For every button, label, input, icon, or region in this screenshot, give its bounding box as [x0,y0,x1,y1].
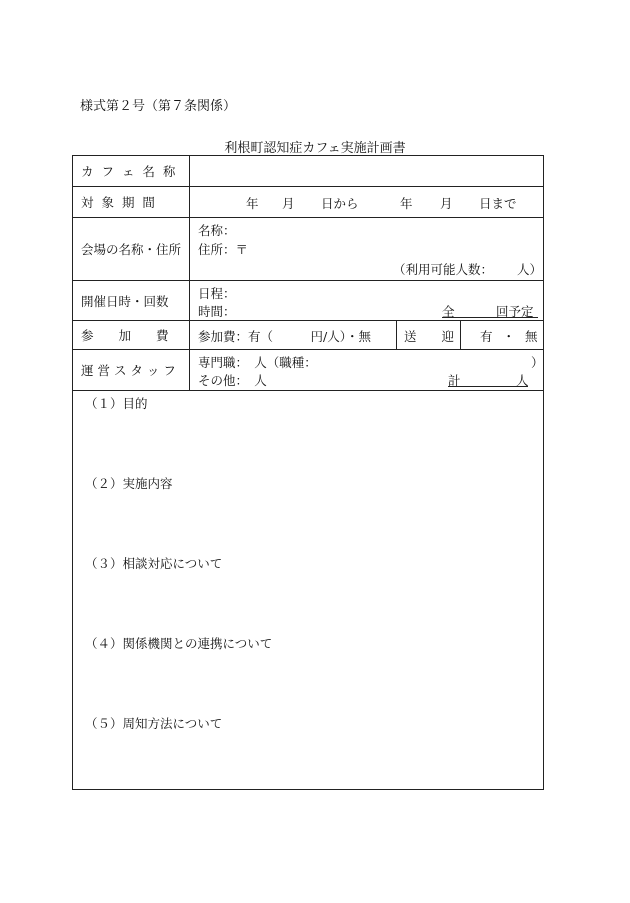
schedule-label: 開催日時・回数 [73,281,190,320]
cafe-name-field[interactable] [190,156,543,186]
fee-text: 参加費：有（ 円/人）・無 [198,329,371,344]
period-field[interactable] [190,187,543,217]
schedule-total-suffix: 回予定 [496,304,534,319]
staff-other: その他： 人 [198,373,267,388]
row-staff [73,350,543,391]
period-day-from: 日から [321,196,359,211]
venue-field[interactable] [190,218,543,280]
period-month-2: 月 [440,196,453,211]
staff-professional-close: ） [531,355,544,370]
section-purpose: （１）目的 [85,396,148,411]
staff-professional: 専門職： 人（職種： [198,355,317,370]
schedule-dates-label: 日程： [198,286,236,301]
row-fee [73,321,543,350]
fee-field[interactable] [190,321,543,349]
fee-label: 参 加 費 [73,321,190,349]
period-year-2: 年 [400,196,413,211]
row-period [73,187,543,218]
sections-area[interactable] [73,391,543,789]
section-consultation: （３）相談対応について [85,556,223,571]
section-collaboration: （４）関係機関との連携について [85,636,273,651]
pickup-label: 送 迎 [404,329,455,344]
plan-form [72,155,544,790]
staff-label: 運 営 ス タ ッ フ [73,350,190,390]
venue-capacity-close: 人） [517,262,543,277]
schedule-time-label: 時間： [198,304,236,319]
section-publicity: （５）周知方法について [85,716,223,731]
staff-total-suffix: 人 [516,373,529,388]
period-day-to: 日まで [479,196,517,211]
row-venue [73,218,543,281]
staff-field[interactable] [190,350,543,390]
period-year-1: 年 [246,196,259,211]
staff-total-label: 計 [448,373,461,388]
venue-label: 会場の名称・住所 [73,218,190,280]
pickup-options[interactable]: 有 ・ 無 [480,329,538,344]
period-label: 対 象 期 間 [73,187,190,217]
document-title: 利根町認知症カフェ実施計画書 [224,141,406,156]
section-content: （２）実施内容 [85,476,173,491]
schedule-field[interactable] [190,281,543,320]
pickup-divider [460,321,461,349]
venue-address-label: 住所：〒 [198,242,249,257]
fee-divider [396,321,397,349]
schedule-total-prefix: 全 [442,304,455,319]
period-month-1: 月 [282,196,295,211]
row-schedule [73,281,543,321]
row-cafe-name [73,156,543,187]
cafe-name-label: カ フ ェ 名 称 [73,156,190,186]
venue-name-label: 名称： [198,223,236,238]
venue-capacity-open: （利用可能人数： [393,262,494,277]
form-number: 様式第２号（第７条関係） [80,99,237,114]
